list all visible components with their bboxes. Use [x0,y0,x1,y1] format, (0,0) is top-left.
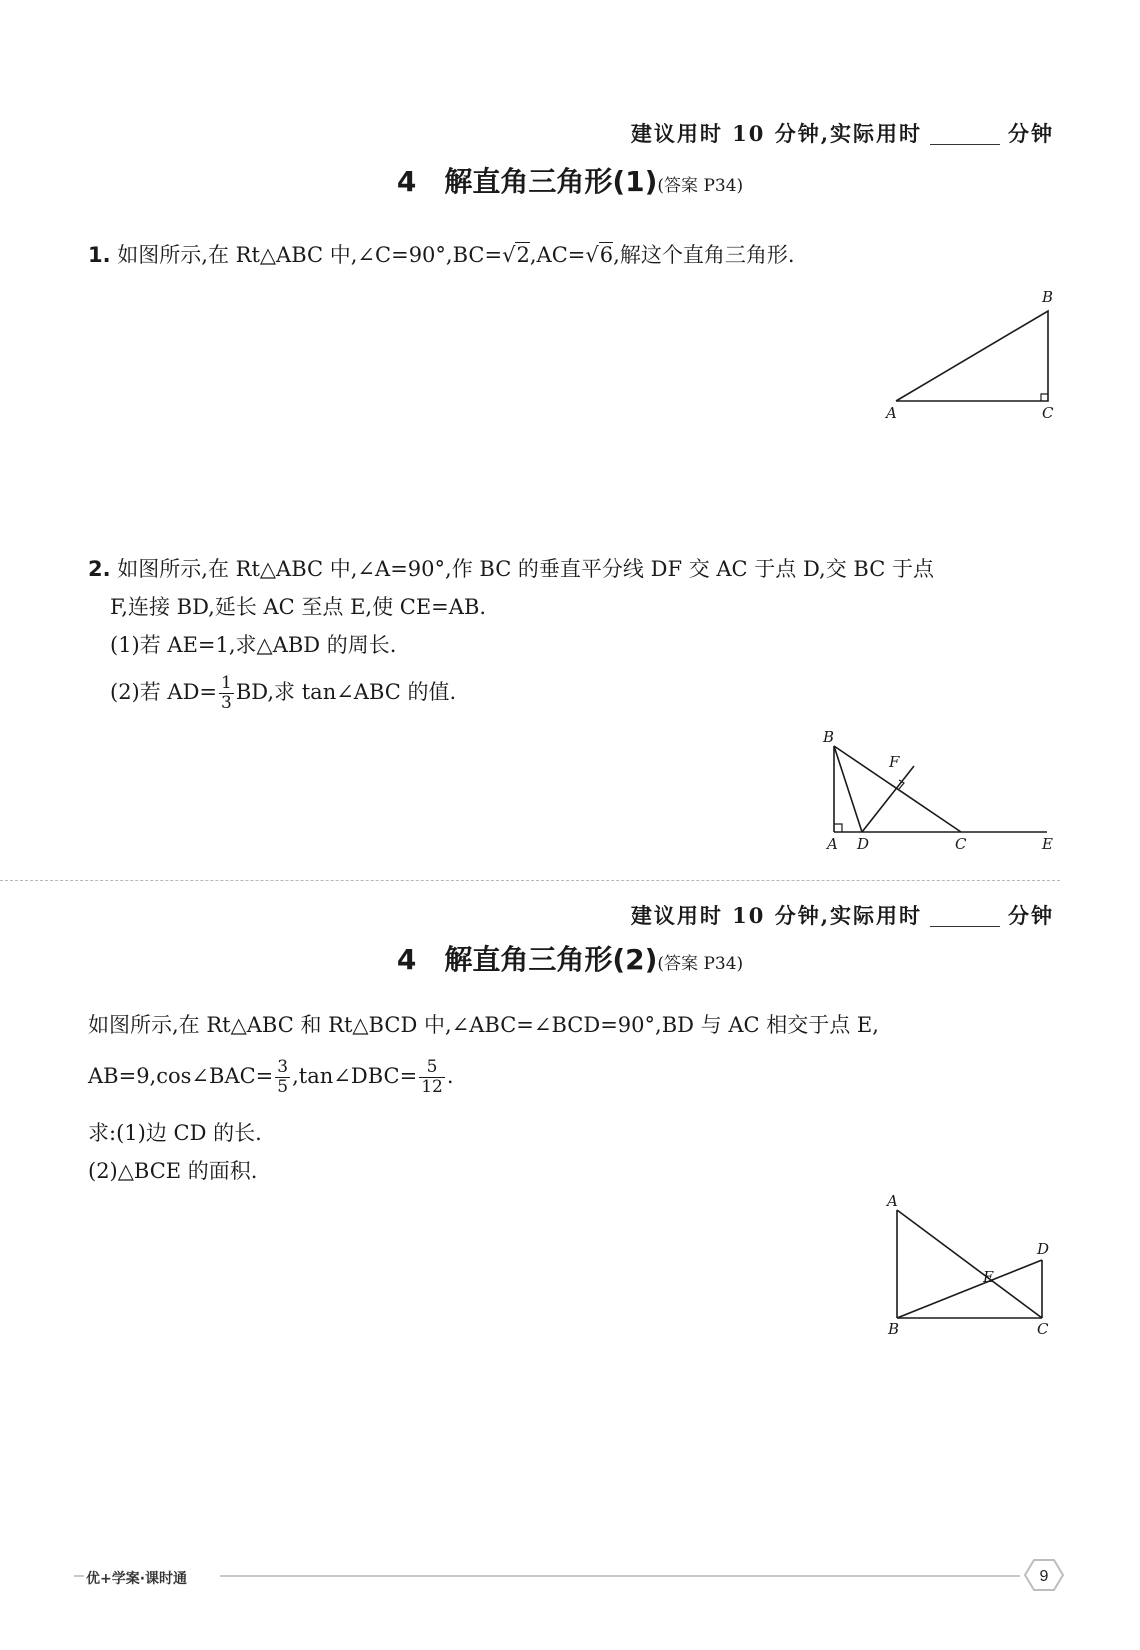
problem-line-2 [88,1058,454,1097]
footer-rule [220,1575,1020,1577]
question-2-line-1 [88,554,934,584]
fraction-numerator: 1 [221,673,232,693]
problem-line-3: 求:(1)边 CD 的长. [88,1121,262,1145]
problem-line-1: 如图所示,在 Rt△ABC 和 Rt△BCD 中,∠ABC=∠BCD=90°,BD 与 AC 相交于点 E, [88,1013,879,1037]
label-d: D [857,835,870,853]
section-divider [0,880,1060,881]
fraction-denominator: 12 [421,1077,443,1097]
problem-text: ,tan∠DBC= [292,1064,418,1088]
question-number: 2. [88,557,111,581]
label-f: F [889,753,900,771]
label-b: B [823,728,835,746]
question-text: ,AC= [529,243,586,267]
question-text: (2)若 AD= [110,680,218,704]
question-number: 1. [88,243,111,267]
label-d: D [1037,1240,1050,1258]
brand-logo: 优+学案·课时通 [86,1571,188,1587]
label-b: B [888,1320,900,1338]
question-2-part-1: (1)若 AE=1,求△ABD 的周长. [110,633,397,657]
label-e: E [983,1268,994,1286]
section-number: 4 [396,943,417,976]
question-1: 1. 如图所示,在 Rt△ABC 中,∠C=90°,BC=√2,AC=√6,解这个直角三角形. [88,243,795,267]
page-number-badge [1024,1558,1064,1592]
answer-reference: (答案 P34) [657,954,744,974]
problem-text: . [446,1064,454,1088]
fraction [219,674,234,713]
segment-ac [897,1210,1042,1318]
page-number: 9 [1039,1568,1049,1585]
sqrt-value: 2 [516,243,530,267]
suggested-time-text: 建议用时 10 分钟,实际用时 [630,903,922,928]
section-title [0,160,1140,200]
figure-triangle-abc [880,290,1060,430]
label-a: A [886,404,897,422]
question-text: 如图所示,在 Rt△ABC 中,∠C=90°,BC= [117,243,503,267]
fraction-denominator: 5 [277,1077,289,1097]
actual-time-blank[interactable] [930,908,1000,927]
suggested-time-line [631,900,1054,930]
section-title-text: 解直角三角形(1) [444,165,658,198]
sqrt-value: 6 [599,243,614,267]
fraction-numerator: 5 [419,1058,445,1078]
footer-dash [74,1575,84,1577]
label-c: C [1042,404,1054,422]
segment-bd [834,746,862,832]
section-title-text: 解直角三角形(2) [444,943,658,976]
fraction [275,1058,290,1097]
suggested-time-unit: 分钟 [1008,903,1054,928]
question-2-line-2: F,连接 BD,延长 AC 至点 E,使 CE=AB. [110,595,487,619]
label-b: B [1042,290,1054,306]
section-number: 4 [396,165,417,198]
suggested-time-unit: 分钟 [1008,121,1054,146]
label-a: A [827,835,838,853]
right-angle-mark [1041,394,1048,401]
fraction-numerator: 3 [277,1057,289,1077]
label-a: A [887,1192,898,1210]
figure-triangle-abe [815,728,1065,858]
question-text: BD,求 tan∠ABC 的值. [235,680,457,704]
question-text: 如图所示,在 Rt△ABC 中,∠A=90°,作 BC 的垂直平分线 DF 交 AC 于点 D,交 BC 于点 [117,557,934,581]
answer-reference: (答案 P34) [657,176,744,196]
question-2-part-2 [110,674,456,713]
triangle-abc [896,311,1048,401]
problem-text: AB=9,cos∠BAC= [88,1064,274,1088]
suggested-time-text: 建议用时 10 分钟,实际用时 [630,121,922,146]
segment-df [862,766,914,832]
figure-quadrilateral-abcd [875,1190,1065,1340]
segment-bd [897,1260,1042,1318]
label-e: E [1042,835,1053,853]
label-c: C [955,835,967,853]
actual-time-blank[interactable] [930,126,1000,145]
section-title [0,938,1140,978]
question-text: ,解这个直角三角形. [613,243,795,267]
label-c: C [1037,1320,1049,1338]
right-angle-mark-a [834,824,842,832]
fraction-denominator: 3 [221,693,232,713]
fraction [419,1058,445,1097]
suggested-time-line [631,118,1054,148]
problem-line-4: (2)△BCE 的面积. [88,1159,258,1183]
